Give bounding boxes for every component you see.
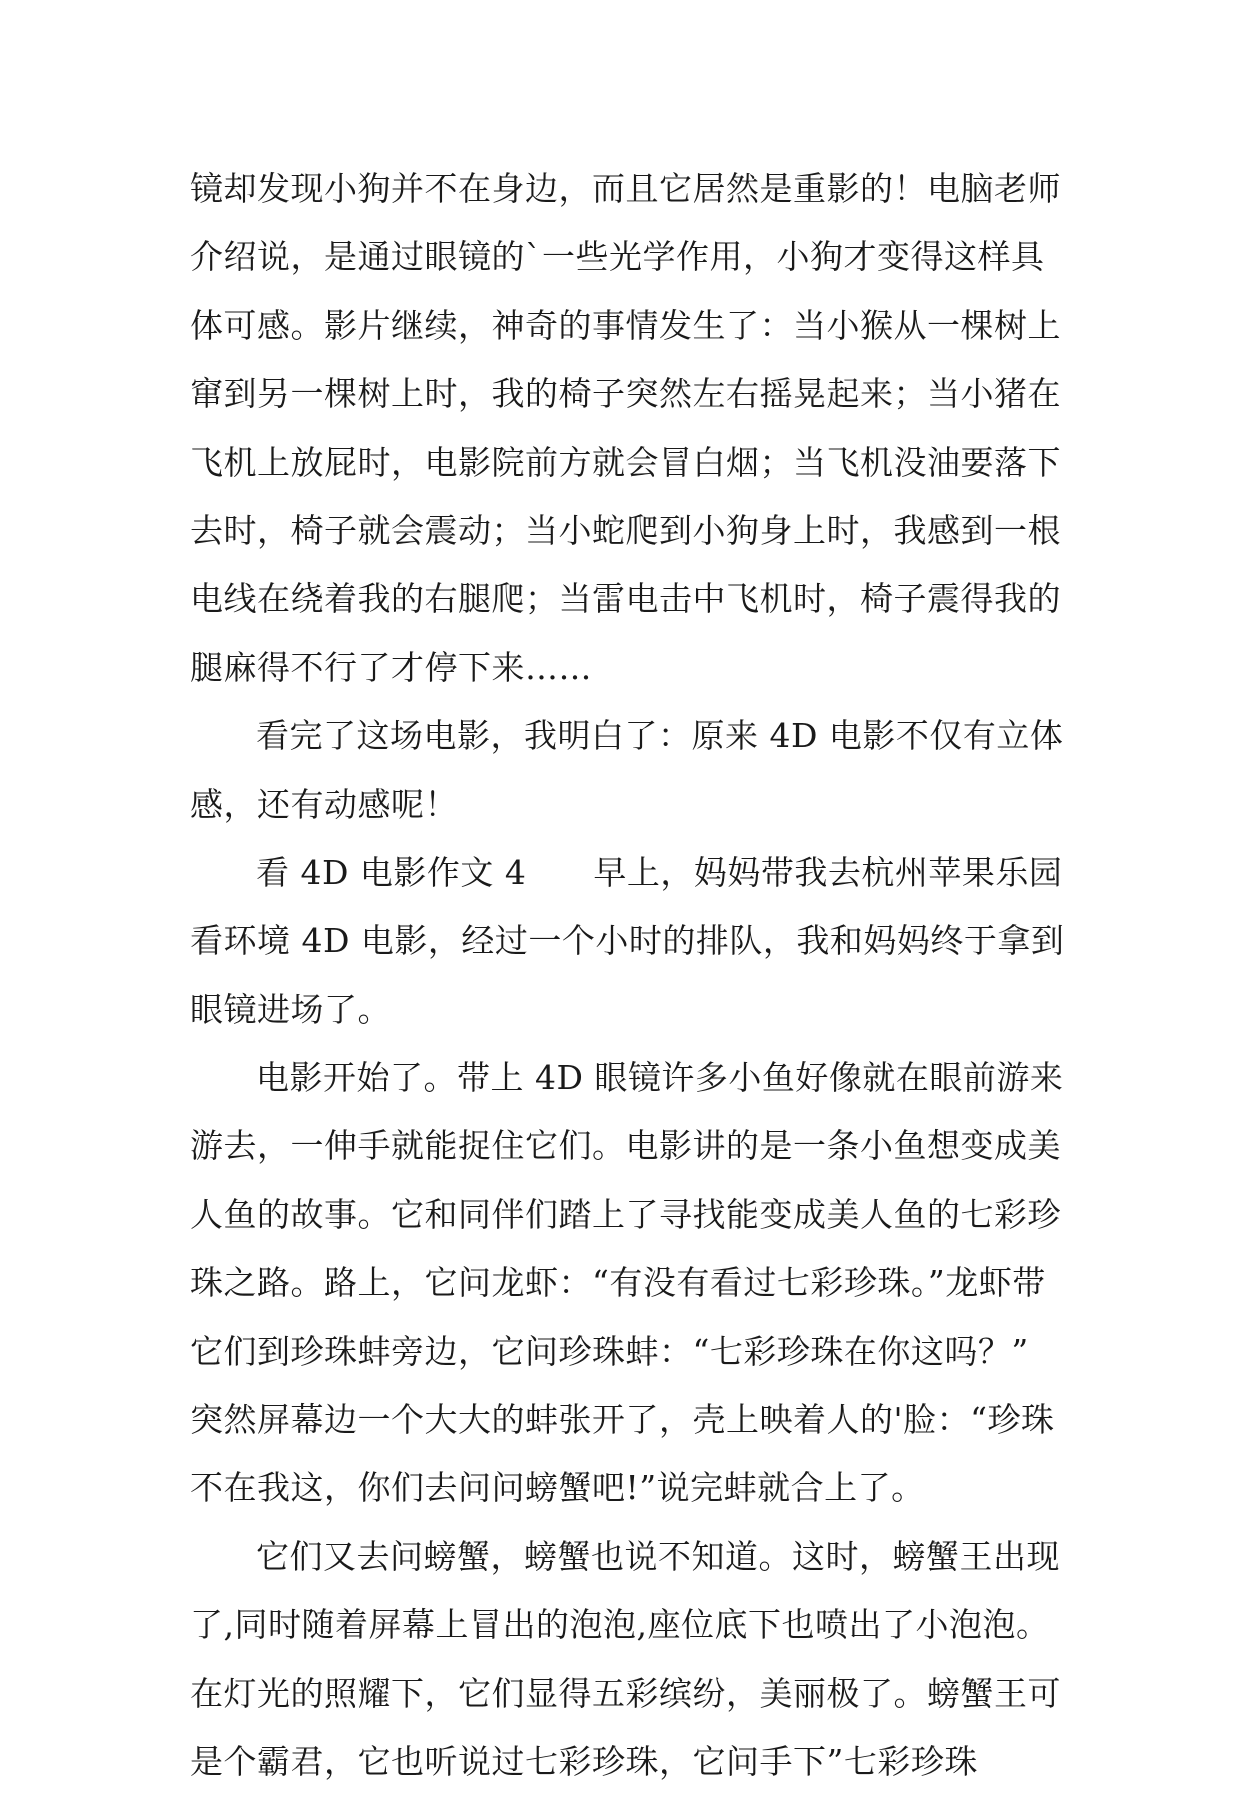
text-line: 去时，椅子就会震动；当小蛇爬到小狗身上时，我感到一根 xyxy=(190,510,1061,550)
text-line: 介绍说，是通过眼镜的`一些光学作用，小狗才变得这样具 xyxy=(190,237,1045,277)
text-line: 是个霸君，它也听说过七彩珍珠，它问手下”七彩珍珠 xyxy=(190,1741,978,1781)
text-line: 腿麻得不行了才停下来…… xyxy=(190,647,592,687)
text-line: 电线在绕着我的右腿爬；当雷电击中飞机时，椅子震得我的 xyxy=(190,579,1061,619)
text-line: 它们又去问螃蟹，螃蟹也说不知道。这时，螃蟹王出现 xyxy=(256,1536,1060,1576)
text-line: 它们到珍珠蚌旁边，它问珍珠蚌：“七彩珍珠在你这吗？” xyxy=(190,1331,1029,1371)
text-line: 看完了这场电影，我明白了：原来 4D 电影不仅有立体 xyxy=(256,716,1064,756)
text-line: 眼镜进场了。 xyxy=(190,989,391,1029)
text-line: 飞机上放屁时，电影院前方就会冒白烟；当飞机没油要落下 xyxy=(190,442,1061,482)
text-line: 体可感。影片继续，神奇的事情发生了：当小猴从一棵树上 xyxy=(190,305,1061,345)
text-line: 了,同时随着屏幕上冒出的泡泡,座位底下也喷出了小泡泡。 xyxy=(190,1605,1050,1645)
text-line: 不在我这，你们去问问螃蟹吧!”说完蚌就合上了。 xyxy=(190,1468,925,1508)
text-line: 窜到另一棵树上时，我的椅子突然左右摇晃起来；当小猪在 xyxy=(190,374,1061,414)
text-line: 珠之路。路上，它问龙虾：“有没有看过七彩珍珠。”龙虾带 xyxy=(190,1263,1046,1303)
text-line: 人鱼的故事。它和同伴们踏上了寻找能变成美人鱼的七彩珍 xyxy=(190,1194,1061,1234)
text-line: 镜却发现小狗并不在身边，而且它居然是重影的！电脑老师 xyxy=(190,169,1061,208)
article-body xyxy=(190,155,1065,1796)
text-line: 看 4D 电影作文 4 早上，妈妈带我去杭州苹果乐园 xyxy=(256,852,1063,892)
text-line: 突然屏幕边一个大大的蚌张开了，壳上映着人的'脸：“珍珠 xyxy=(190,1400,1055,1440)
text-line: 电影开始了。带上 4D 眼镜许多小鱼好像就在眼前游来 xyxy=(256,1058,1064,1098)
text-line: 在灯光的照耀下，它们显得五彩缤纷，美丽极了。螃蟹王可 xyxy=(190,1673,1061,1713)
text-line: 游去，一伸手就能捉住它们。电影讲的是一条小鱼想变成美 xyxy=(190,1126,1061,1166)
text-line: 感，还有动感呢！ xyxy=(190,784,458,824)
text-line: 看环境 4D 电影，经过一个小时的排队，我和妈妈终于拿到 xyxy=(190,921,1065,961)
